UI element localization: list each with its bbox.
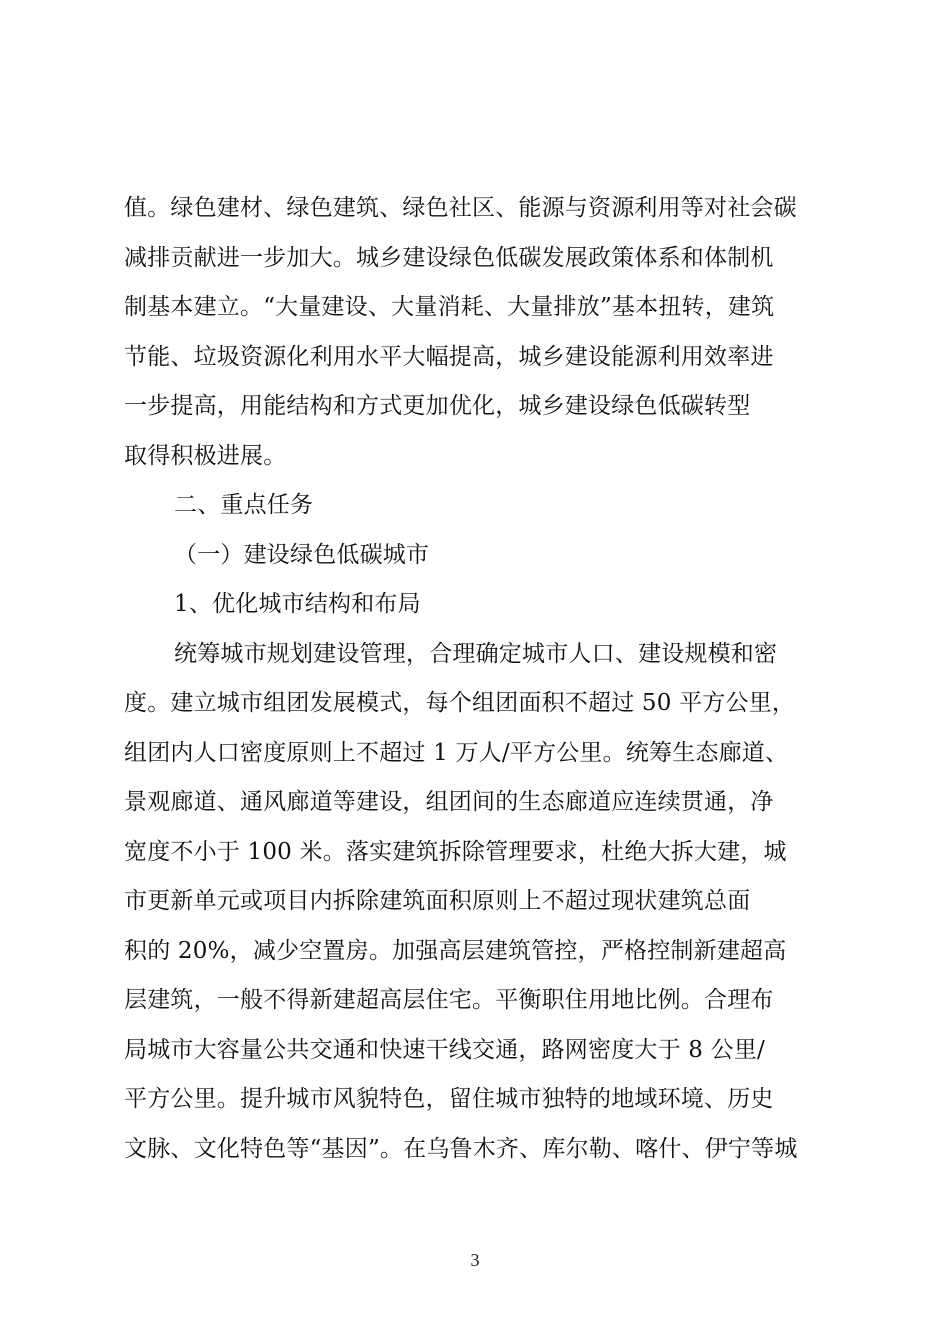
- text-line: 一步提高，用能结构和方式更加优化，城乡建设绿色低碳转型: [124, 393, 751, 419]
- text-line: 市更新单元或项目内拆除建筑面积原则上不超过现状建筑总面: [124, 888, 751, 914]
- subsection-heading: （一）建设绿色低碳城市: [174, 541, 430, 568]
- text-line: 度。建立城市组团发展模式，每个组团面积不超过 50 平方公里，: [124, 690, 796, 716]
- body-text: [124, 184, 830, 1174]
- text-line: 文脉、文化特色等“基因”。在乌鲁木齐、库尔勒、喀什、伊宁等城: [124, 1135, 798, 1162]
- text-line: 节能、垃圾资源化利用水平大幅提高，城乡建设能源利用效率进: [124, 343, 774, 370]
- page-number: 3: [470, 1250, 480, 1270]
- text-line: 减排贡献进一步加大。城乡建设绿色低碳发展政策体系和体制机: [124, 244, 774, 271]
- text-line: 制基本建立。“大量建设、大量消耗、大量排放”基本扭转，建筑: [124, 294, 775, 320]
- text-line: 值。绿色建材、绿色建筑、绿色社区、能源与资源利用等对社会碳: [124, 195, 797, 221]
- paragraph-first-line: 统筹城市规划建设管理，合理确定城市人口、建设规模和密: [174, 640, 778, 667]
- text-line: 取得积极进展。: [124, 442, 287, 469]
- text-line: 层建筑，一般不得新建超高层住宅。平衡职住用地比例。合理布: [124, 987, 774, 1013]
- item-heading: 1、优化城市结构和布局: [174, 591, 421, 617]
- text-line: 局城市大容量公共交通和快速干线交通，路网密度大于 8 公里/: [124, 1036, 766, 1063]
- text-line: 积的 20%，减少空置房。加强高层建筑管控，严格控制新建超高: [124, 937, 787, 964]
- text-line: 平方公里。提升城市风貌特色，留住城市独特的地域环境、历史: [124, 1086, 774, 1112]
- section-heading: 二、重点任务: [174, 492, 314, 518]
- text-line: 宽度不小于 100 米。落实建筑拆除管理要求，杜绝大拆大建，城: [124, 838, 787, 865]
- text-line: 组团内人口密度原则上不超过 1 万人/平方公里。统筹生态廊道、: [124, 739, 789, 766]
- text-line: 景观廊道、通风廊道等建设，组团间的生态廊道应连续贯通，净: [124, 789, 774, 815]
